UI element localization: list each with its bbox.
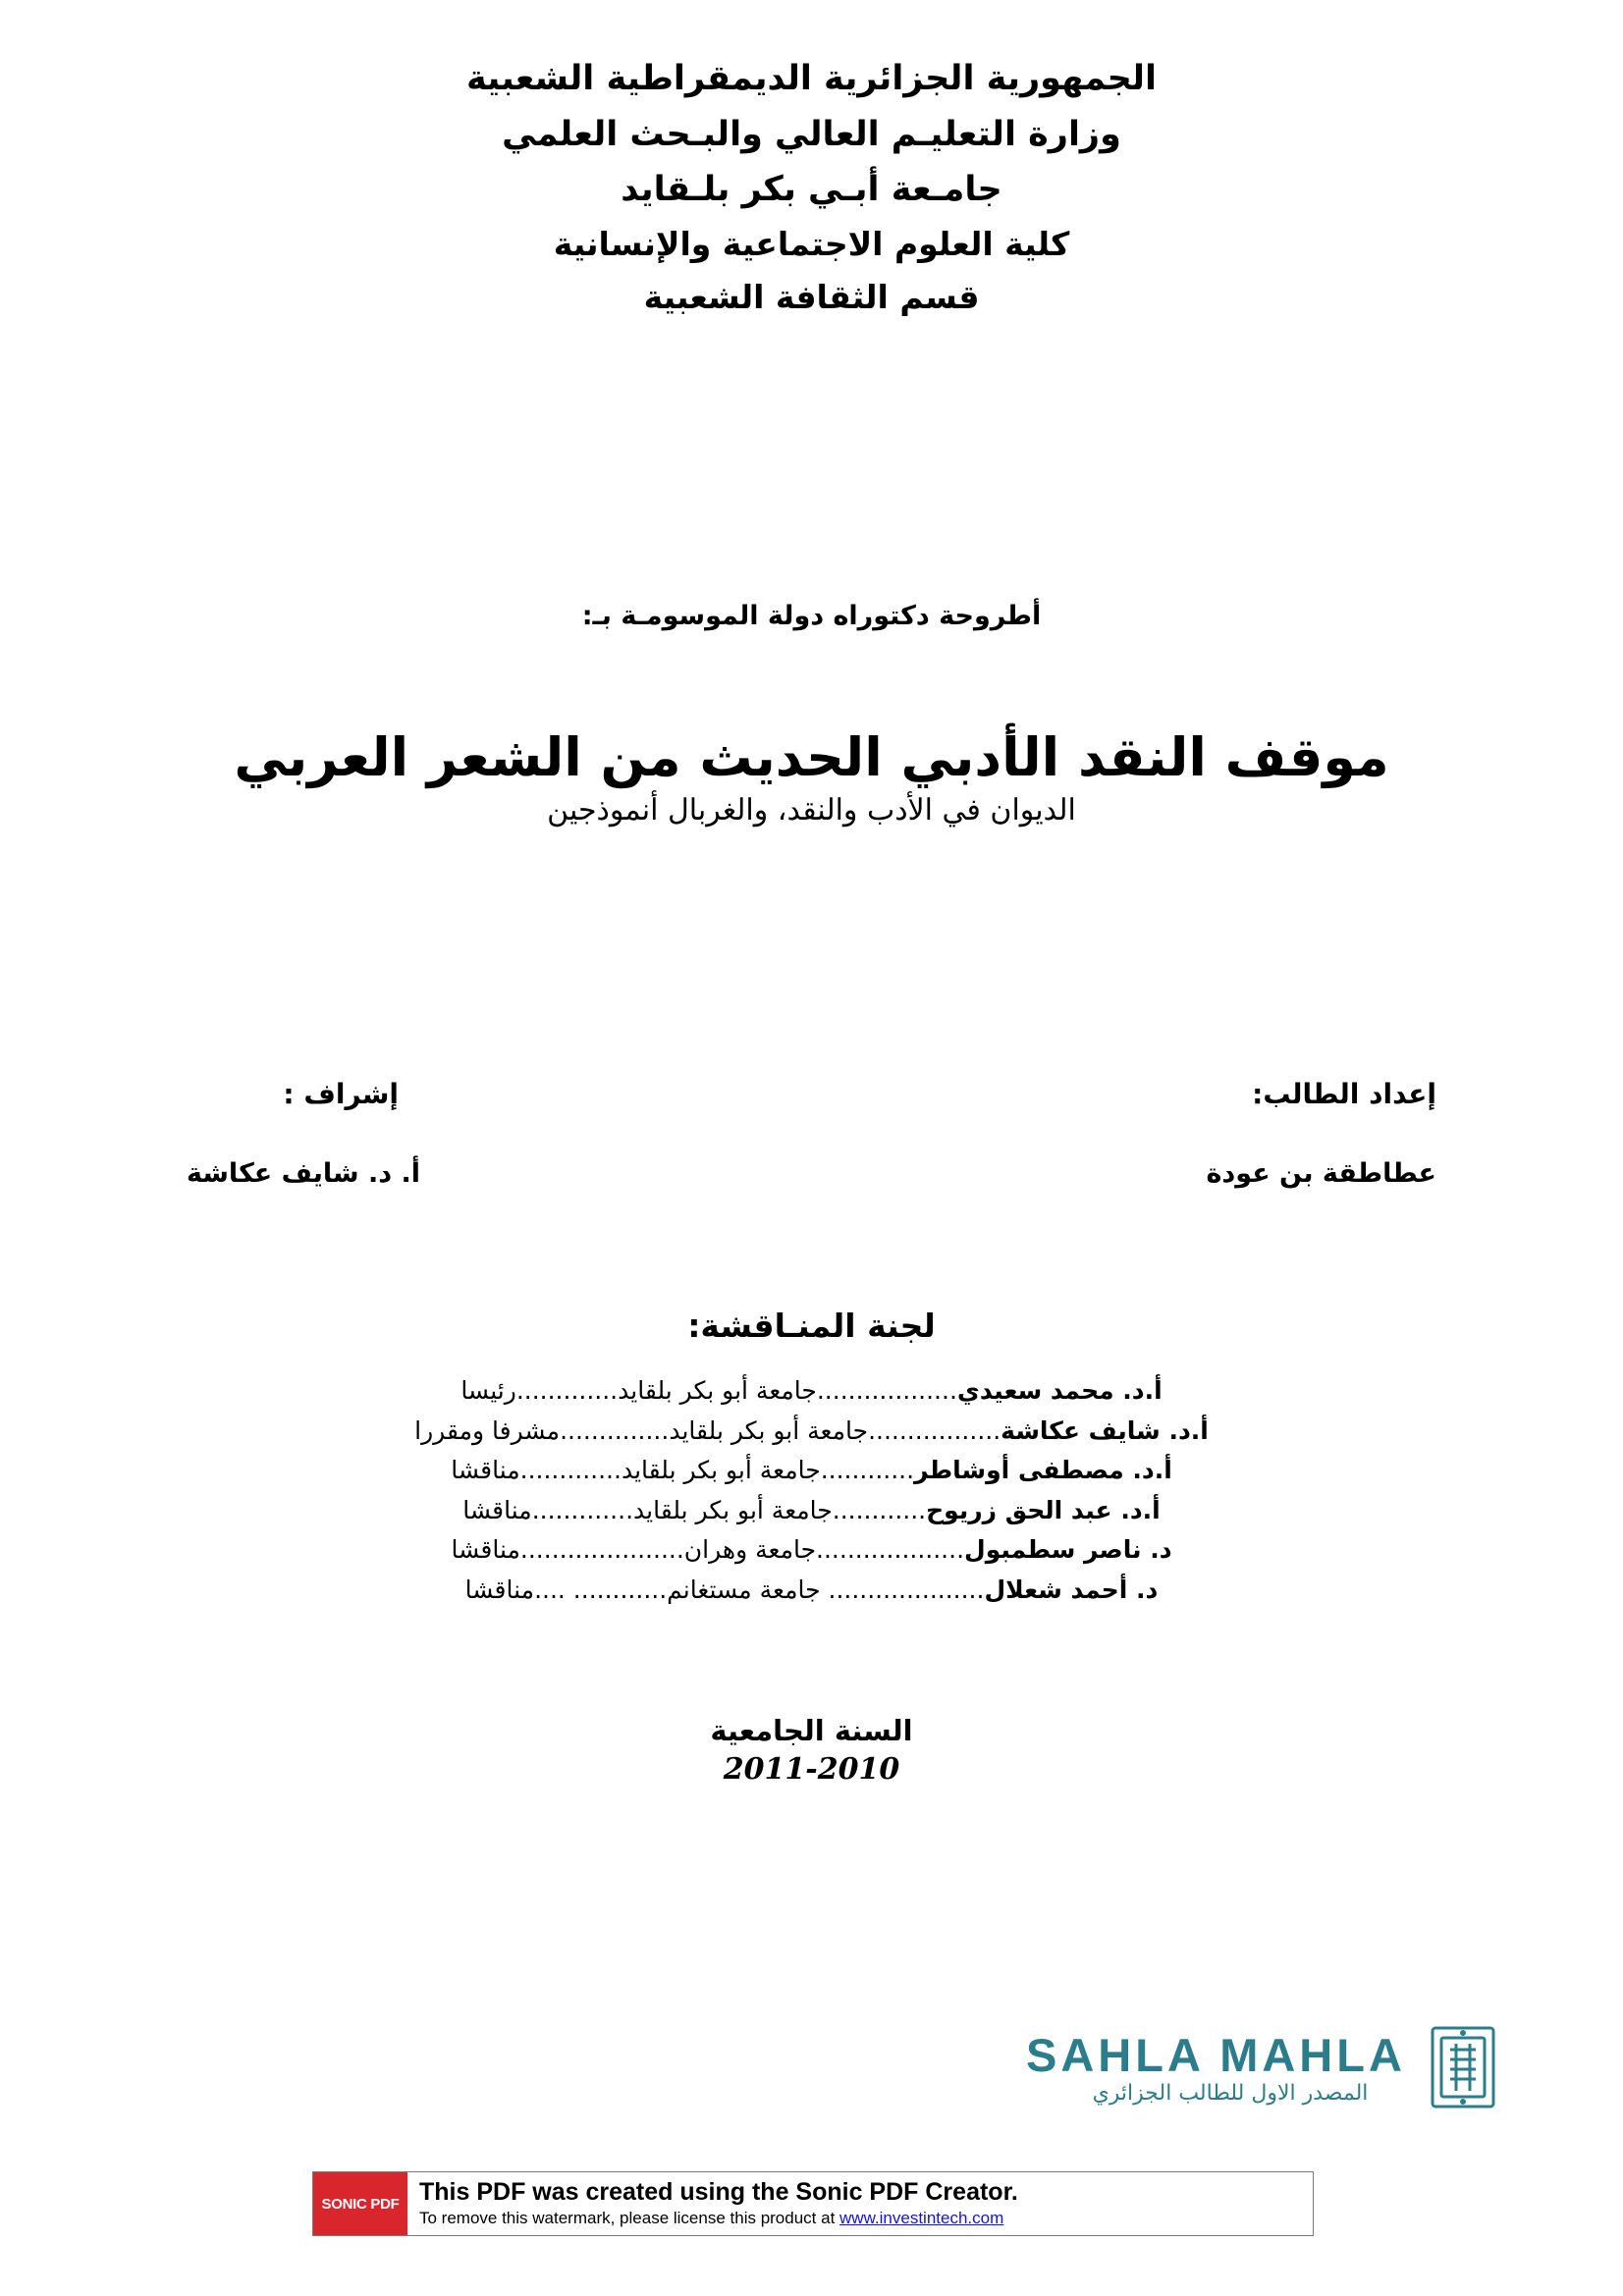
academic-year-value: 2011-2010 xyxy=(723,1751,900,1787)
jury-member-name: أ.د. عبد الحق زريوح xyxy=(926,1495,1161,1524)
sonic-pdf-text-block xyxy=(407,2172,1313,2235)
jury-member-university: جامعة أبو بكر بلقايد xyxy=(633,1495,833,1524)
thesis-subtitle: الديوان في الأدب والنقد، والغربال أنموذجين xyxy=(547,792,1076,828)
jury-row xyxy=(0,1371,1623,1412)
jury-member-role: رئيسا xyxy=(460,1376,516,1405)
sonic-pdf-subline xyxy=(419,2209,1313,2228)
jury-member-university: جامعة أبو بكر بلقايد xyxy=(621,1456,821,1484)
sonic-pdf-logo-text: SONIC PDF xyxy=(321,2195,400,2213)
title-block xyxy=(0,726,1623,828)
jury-member-university: جامعة أبو بكر بلقايد xyxy=(618,1376,817,1405)
jury-row xyxy=(0,1491,1623,1531)
header-line-ministry: وزارة التعليـم العالي والبـحث العلمي xyxy=(502,114,1121,154)
jury-member-role: مناقشا xyxy=(462,1495,532,1524)
sonic-pdf-headline: This PDF was created using the Sonic PDF Creator. xyxy=(419,2178,1018,2207)
supervisor-name: أ. د. شايف عكاشة xyxy=(187,1158,421,1189)
sonic-pdf-watermark-banner xyxy=(312,2171,1314,2236)
academic-year-label: السنة الجامعية xyxy=(710,1714,913,1747)
jury-dots-leader: .................. xyxy=(816,1376,957,1405)
sahla-mahla-subtitle: المصدر الاول للطالب الجزائري xyxy=(1092,2081,1369,2106)
jury-dots-leader: ..................... xyxy=(519,1535,684,1564)
header-line-department: قسم الثقافة الشعبية xyxy=(643,277,980,316)
jury-member-name: د. ناصر سطمبول xyxy=(964,1535,1172,1564)
jury-member-role: مناقشا xyxy=(451,1456,520,1484)
jury-dots-leader: ................... xyxy=(816,1535,965,1564)
jury-dots-leader: ............. xyxy=(515,1376,619,1405)
sonic-pdf-subline-text: To remove this watermark, please license this product at xyxy=(419,2208,840,2227)
jury-member-name: أ.د. شايف عكاشة xyxy=(1001,1415,1209,1445)
jury-row xyxy=(0,1451,1623,1491)
jury-member-university: ....... جامعة مستغانم xyxy=(667,1575,884,1604)
academic-year-block xyxy=(0,1713,1623,1789)
investintech-link[interactable]: www.investintech.com xyxy=(839,2208,1004,2227)
sahla-mahla-watermark xyxy=(1026,2022,1537,2140)
jury-member-role: مناقشا xyxy=(451,1535,520,1564)
supervisor-column xyxy=(187,1078,420,1189)
thesis-main-title: موقف النقد الأدبي الحديث من الشعر العربي xyxy=(234,726,1389,788)
jury-member-name: د. أحمد شعلال xyxy=(984,1575,1159,1604)
header-line-university: جامـعة أبـي بكر بلـقايد xyxy=(621,170,1002,210)
jury-member-university: جامعة أبو بكر بلقايد xyxy=(669,1415,869,1445)
jury-dots-leader: ............ .... xyxy=(534,1575,668,1604)
jury-list xyxy=(0,1371,1623,1610)
sonic-pdf-logo-icon xyxy=(313,2172,407,2235)
institutional-header xyxy=(0,51,1623,323)
jury-member-role: مشرفا ومقررا xyxy=(414,1415,561,1445)
thesis-type-label: أطروحة دكتوراه دولة الموسومـة بـ: xyxy=(581,601,1042,631)
jury-heading: لجنة المنـاقشة: xyxy=(687,1307,936,1345)
jury-dots-leader: ............ xyxy=(832,1495,927,1524)
student-column xyxy=(1206,1078,1436,1189)
jury-member-university: جامعة وهران xyxy=(683,1535,817,1564)
jury-dots-leader: ................. xyxy=(868,1415,1001,1445)
jury-member-name: أ.د. محمد سعيدي xyxy=(956,1376,1163,1405)
student-role-label: إعداد الطالب: xyxy=(1252,1078,1436,1110)
jury-row xyxy=(0,1571,1623,1611)
header-line-republic: الجمهورية الجزائرية الديمقراطية الشعبية xyxy=(465,59,1158,98)
jury-dots-leader: .............. xyxy=(560,1415,670,1445)
jury-row xyxy=(0,1530,1623,1571)
jury-dots-leader: ............. xyxy=(531,1495,634,1524)
jury-member-role: مناقشا xyxy=(464,1575,535,1604)
sahla-mahla-title: SAHLA MAHLA xyxy=(1026,2029,1406,2081)
authors-row xyxy=(187,1078,1436,1189)
jury-member-name: أ.د. مصطفى أوشاطر xyxy=(914,1456,1172,1484)
supervisor-role-label: إشراف : xyxy=(283,1078,400,1110)
header-line-faculty: كلية العلوم الاجتماعية والإنسانية xyxy=(553,225,1070,264)
jury-dots-leader: ............ xyxy=(820,1456,915,1484)
student-name: عطاطقة بن عودة xyxy=(1206,1158,1436,1189)
jury-row xyxy=(0,1412,1623,1452)
sahla-mahla-logo-icon xyxy=(1427,2022,1499,2112)
jury-dots-leader: ............. xyxy=(519,1456,622,1484)
jury-dots-leader: ............. xyxy=(883,1575,985,1604)
